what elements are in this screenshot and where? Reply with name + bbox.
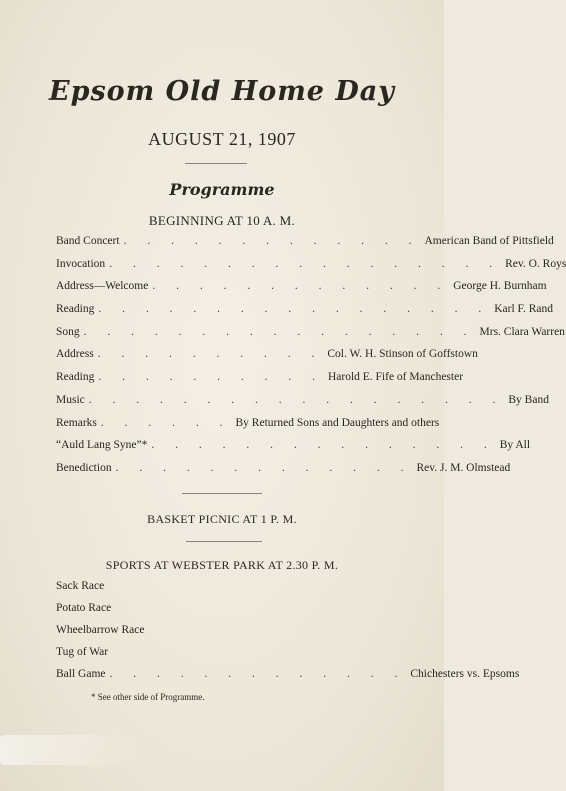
leader-dots: . . . . . . . . . . . . . xyxy=(109,668,407,680)
programme-item xyxy=(56,325,565,349)
item-event: Song xyxy=(56,325,80,338)
item-performer: Col. W. H. Stinson of Goffstown xyxy=(327,348,478,361)
programme-item xyxy=(56,371,464,394)
item-performer: By Band xyxy=(508,393,549,406)
item-event: “Auld Lang Syne”* xyxy=(56,439,148,452)
programme-item xyxy=(56,235,554,258)
sports-item xyxy=(56,646,390,668)
item-event: Wheelbarrow Race xyxy=(56,624,145,636)
item-event: Sack Race xyxy=(56,580,105,592)
item-performer: By All xyxy=(499,439,531,452)
leader-dots: . . . . . . . . . . . . . . . . . . xyxy=(88,393,505,406)
programme-item xyxy=(56,303,554,326)
leader-dots: . . . . . . . . . . . . . . . xyxy=(151,439,496,452)
programme-list xyxy=(56,235,566,485)
leader-dots: . . . . . . . . . . . . . . . . . xyxy=(109,257,502,270)
sports-item xyxy=(56,668,520,690)
item-event: Band Concert xyxy=(56,235,120,247)
sports-item xyxy=(56,602,390,624)
divider xyxy=(186,541,262,542)
event-date: AUGUST 21, 1907 xyxy=(148,129,296,149)
item-performer: Karl F. Rand xyxy=(494,303,554,316)
programme-item xyxy=(56,348,478,371)
programme-item xyxy=(56,416,440,440)
start-time: BEGINNING AT 10 A. M. xyxy=(148,213,296,228)
divider xyxy=(182,493,262,494)
sports-item xyxy=(56,624,390,646)
programme-item xyxy=(56,439,531,462)
sports-heading: SPORTS AT WEBSTER PARK AT 2.30 P. M. xyxy=(105,558,339,572)
leader-dots: . . . . . . . . . . . . . xyxy=(123,235,421,247)
item-event: Address—Welcome xyxy=(56,280,149,293)
item-event: Benediction xyxy=(56,461,112,474)
leader-dots: . . . . . . . . . . xyxy=(97,348,324,361)
item-performer: Chichesters vs. Epsoms xyxy=(410,668,520,680)
page-title: Epsom Old Home Day xyxy=(49,76,395,107)
item-event: Address xyxy=(56,348,94,361)
programme-item xyxy=(56,257,566,281)
leader-dots: . . . . . . . . . . xyxy=(98,371,324,384)
item-event: Music xyxy=(56,393,85,406)
paper-stain xyxy=(0,735,140,765)
sports-list xyxy=(56,580,520,690)
item-performer: Mrs. Clara Warren xyxy=(479,325,565,338)
item-event: Invocation xyxy=(56,257,106,270)
item-performer: Harold E. Fife of Manchester xyxy=(327,371,464,384)
leader-dots: . . . . . . . . . . . . . xyxy=(152,280,450,293)
leader-dots: . . . . . . xyxy=(100,416,232,429)
programme-heading: Programme xyxy=(169,180,275,199)
programme-item xyxy=(56,280,547,303)
item-performer: American Band of Pittsfield xyxy=(424,235,554,247)
item-event: Remarks xyxy=(56,416,97,429)
leader-dots: . . . . . . . . . . . . . . . . . xyxy=(98,303,491,316)
item-performer: Rev. J. M. Olmstead xyxy=(416,461,511,474)
item-performer: By Returned Sons and Daughters and others xyxy=(235,416,440,429)
item-event: Reading xyxy=(56,303,95,316)
item-event: Tug of War xyxy=(56,646,109,658)
item-event: Potato Race xyxy=(56,602,112,614)
item-event: Ball Game xyxy=(56,668,106,680)
leader-dots: . . . . . . . . . . . . . . . . . xyxy=(83,325,476,338)
basket-picnic-heading: BASKET PICNIC AT 1 P. M. xyxy=(147,512,297,526)
item-performer: George H. Burnham xyxy=(453,280,547,293)
sports-item xyxy=(56,580,390,602)
programme-item xyxy=(56,393,549,417)
footnote: * See other side of Programme. xyxy=(91,692,205,702)
divider xyxy=(185,163,247,164)
programme-item xyxy=(56,461,511,485)
item-event: Reading xyxy=(56,371,95,384)
item-performer: Rev. O. Roys xyxy=(505,257,566,270)
leader-dots: . . . . . . . . . . . . . xyxy=(115,461,413,474)
